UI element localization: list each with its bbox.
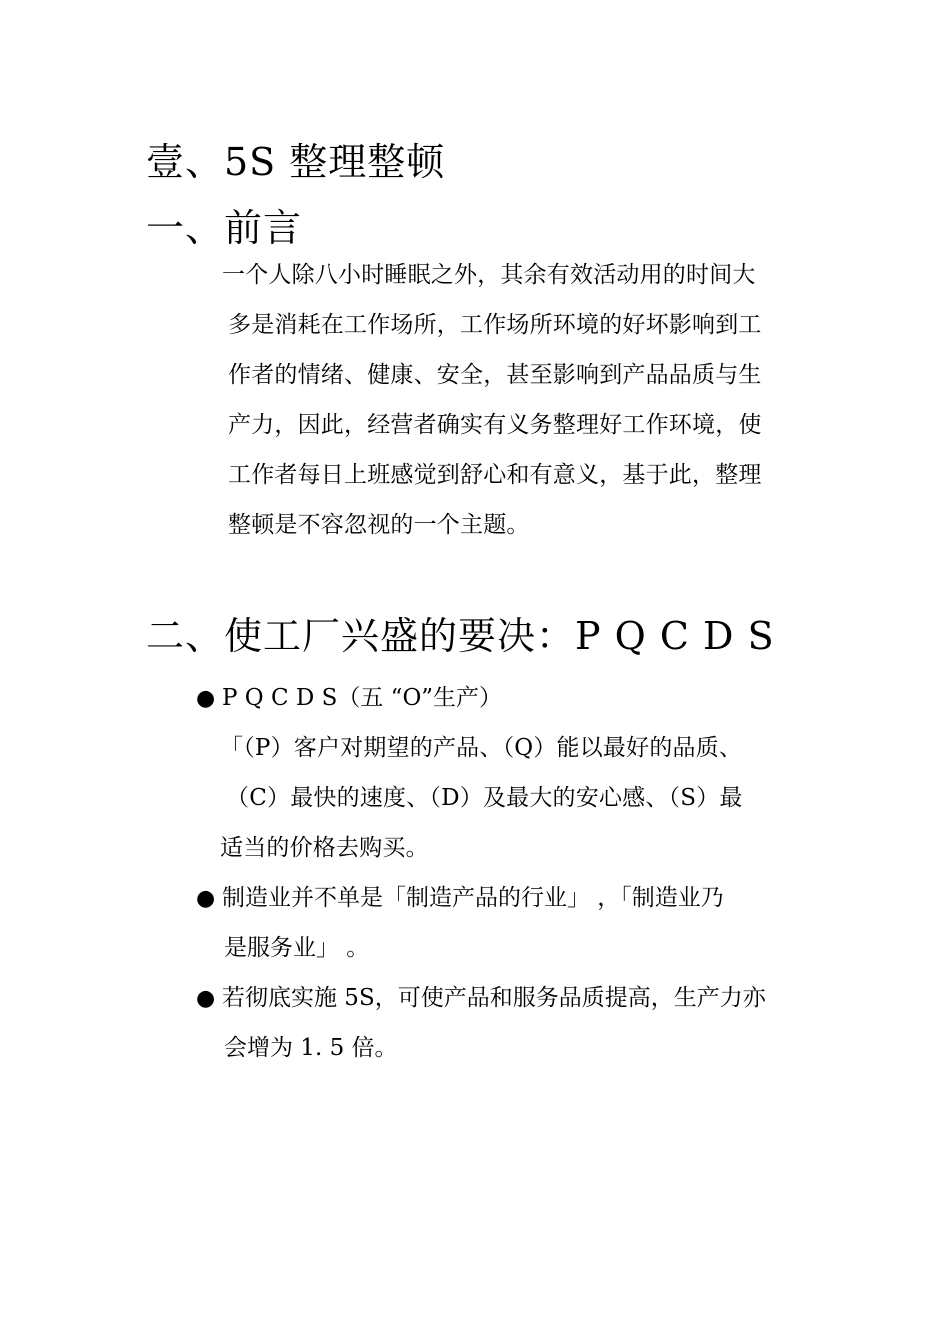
- bullet-text: 若彻底实施 5S，可使产品和服务品质提高，生产力亦: [222, 985, 766, 1011]
- intro-line: 工作者每日上班感觉到舒心和有意义，基于此，整理: [228, 462, 762, 488]
- pqcds-desc-line: 「（P）客户对期望的产品、（Q）能以最好的品质、: [220, 735, 743, 761]
- intro-line: 多是消耗在工作场所，工作场所环境的好坏影响到工: [228, 312, 762, 338]
- bullet-item-manufacturing: [196, 873, 826, 973]
- bullet-text-continued: 是服务业」 。: [224, 935, 370, 961]
- pqcds-desc-line: （C）最快的速度、（D）及最大的安心感、（S）最: [226, 785, 743, 811]
- intro-paragraph: [222, 250, 822, 550]
- intro-line: 产力，因此，经营者确实有义务整理好工作环境，使: [228, 412, 762, 438]
- main-heading: 壹、5S 整理整顿: [146, 140, 446, 184]
- pqcds-description: [220, 723, 820, 873]
- intro-line: 一个人除八小时睡眠之外，其余有效活动用的时间大: [222, 262, 756, 288]
- bullet-text-continued: 会增为 1. 5 倍。: [224, 1035, 398, 1061]
- bullet-icon: ●: [196, 686, 216, 711]
- bullet-text: 制造业并不单是「制造产品的行业」 ，「制造业乃: [222, 885, 724, 911]
- bullet-text: P Q C D S（五 “O”生产）: [222, 685, 503, 711]
- pqcds-desc-line: 适当的价格去购买。: [220, 835, 429, 861]
- bullet-item-pqcds: [196, 673, 826, 723]
- section-heading-intro: 一、前言: [146, 206, 303, 250]
- bullet-icon: ●: [196, 886, 216, 911]
- bullet-icon: ●: [196, 986, 216, 1011]
- section-heading-pqcds: 二、使工厂兴盛的要决：P Q C D S: [146, 614, 775, 658]
- bullet-item-5s-benefit: [196, 973, 826, 1073]
- intro-line: 整顿是不容忽视的一个主题。: [228, 512, 530, 538]
- intro-line: 作者的情绪、健康、安全，甚至影响到产品品质与生: [228, 362, 762, 388]
